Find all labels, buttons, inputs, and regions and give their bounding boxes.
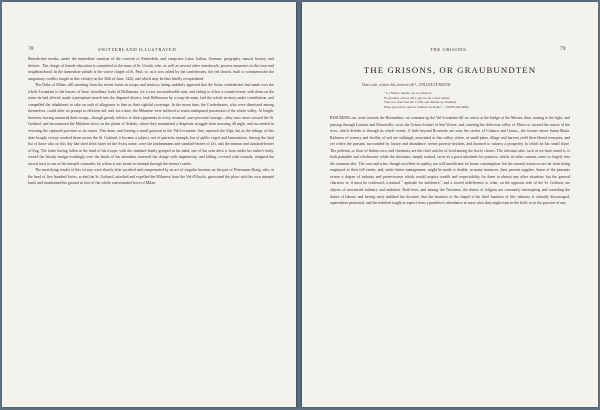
verse-line: Elles que prince rencon l'entnier de Rome."—DUBLAIGNER.: [384, 104, 470, 109]
verse-line: Tout son front berceur s'offer aux dernier de l'homme: [384, 100, 457, 105]
verse-line: " Le Nature muette, en ces silences: [384, 91, 432, 95]
paragraph: RESUMING our route towards the Bernardino, we continue up the Val-Levantine till we arrive at the bridge of the Mesias; then, turning to the right, and passing through Lumino and Monticello, cross the Grison frontier at San Vittore, and, entering the delicious valley of Misocco, ascend the course of the river, which divides it through its whole extent. A little beyond Roveredo are seen the castles of Calanca and Grono—the former above Santa-Maria. Richness of scenery and fertility of soil are strikingly associated in this valley, where, at small pains, tillage and harvest yield their liberal treasures; and yet where the peasant, surrounded by luxury and abundance, seems poverty-stricken, and doomed to witness a prosperity in which he has small share. The pollenta, or flour of Indian corn, and chestnuts, are the chief articles of food among the lower classes. The chestnut cake, such as we have tasted it, is both palatable and wholesome; while the chestnuts, simply roasted, serve as a good substitute for potatoes, which, in other cantons, enter so largely into the common diet. The corn and wine, though excellent in quality, are still insufficient for home consumption; but the natural resources are far from being employed to their full extent, and, under better management, might be made to double, in many instances, their present supplies. Some of the peasants evince a degree of industry and perseverance which would acquire wealth and respectability for them in almost any other situation; but the general character is, it must be confessed, a natural " aptitude for indolence," and a rooted indifference to what, on the opposite side of the St. Gothard, are objects of unwearied industry and ambition. Both here, and among the Tessinese, the duties of religion are constantly interrupting and curtailing the duties of labour; and having early imbibed the doctrine, that the business of the chapel is the chief business of life, industry is virtually discouraged, superstition promoted, and the indolent taught to expect from a pontifice's attendance at mass what they might earn in the field, or in the practice of any: [330, 116, 570, 206]
page-number-left: 78: [28, 46, 34, 52]
verse-epigraph: [384, 91, 564, 109]
paragraph: The mortifying results of this victory were shortly after ascribed and compensated by an act of singular heroism on the part of Petermann Rysig, who, at the head of five hundred Swiss, scaled the St. Gothard, attacked and expelled the Milanese from the Val-d'Ossola, garrisoned the place with his own intrepid band, and maintained his ground in face of the whole concentrated force of Milan.: [28, 168, 274, 186]
right-body-text: [330, 115, 570, 385]
paragraph: The Duke of Milan, still smarting from his recent losses in troops and territory, being suddenly apprised that the Swiss confederates had made over the whole Levantine to the barons of Saxe, hereditary lords of Bellinzona, for a very inconsiderable sum, and failing to effect a counter-treaty with them on the terms he had offered, made a precipitate march into the disputed district, took Bellinzona by a coup-de-main, laid the whole territory under contribution, and compelled the inhabitants to take an oath of allegiance to him as their rightful sovereign. In the mean time, the Confederates, who were dismissed among themselves, could offer no prompt or efficient aid, and, for a time, the Milanese were suffered to retain undisputed possession of the whole valley. At length, however, having mustered their troops—though greatly inferior to their opponents in every essential, save personal courage—they once more crossed the St. Gothard, and encountered the Milanese force on the plains of Arbedo, where they maintained a desperate struggle from morning till night, and succeeded in restoring the captured province to its owner. This done, and leaving a small garrison in the Val-Levantine, they repassed the Alps; but as the tidings of this dear-bought victory reached them across the St. Gothard, it became a subject, not of patriotic triumph, but of public regret and lamentation. Among the fatal list of those who on this day had shed fresh lustre on the Swiss name, were the landammann and standard-bearer of Uri, and the amman and standard-bearer of Zug. The latter having fallen at the head of his troops, with the standard firmly grasped in his hand, one of his sons drew it from under his father's body, waved the bloody ensign exultingly over the heads of his attendant, renewed the charge with impetuosity, and falling, covered with wounds, resigned the sacred trust to one of his intrepid comrades, by whom it was borne in triumph through the enemy's ranks.: [28, 83, 274, 166]
paragraph: Benedictine monks, under the immediate sanction of the convent of Einsiedeln, and comprises Latin, Italian, German, geography, natural history, and rhetoric. The charge of female education is committed to the nuns of St. Ursula, who, as well as several other sisterhoods, possess nunneries in the town and neighbourhood. In the immediate suburb is the votive chapel of St. Paul, or, as it was called by the confederates, the red church, built to commemorate the sanguinary conflict fought in this vicinity on the 30th of June, 1422, and which may be thus briefly recapitulated.: [28, 57, 274, 81]
page-number-right: 79: [560, 46, 566, 52]
running-head-right: THE GRISONS.: [430, 47, 469, 52]
chapter-title: THE GRISONS, OR GRAUBUNDTEN: [363, 65, 537, 75]
verse-line: En gradant, en bas d'ici, que les fer et des stileur.: [384, 95, 451, 100]
right-page: [302, 2, 598, 407]
running-head-left: SWITZERLAND ILLUSTRATED.: [98, 47, 178, 52]
epigraph: Dans cette, et dans Sils, doivent-elle?—NOLLER LE BOEUR.: [362, 83, 452, 87]
left-page: [2, 2, 296, 407]
left-body-text: [28, 56, 274, 382]
